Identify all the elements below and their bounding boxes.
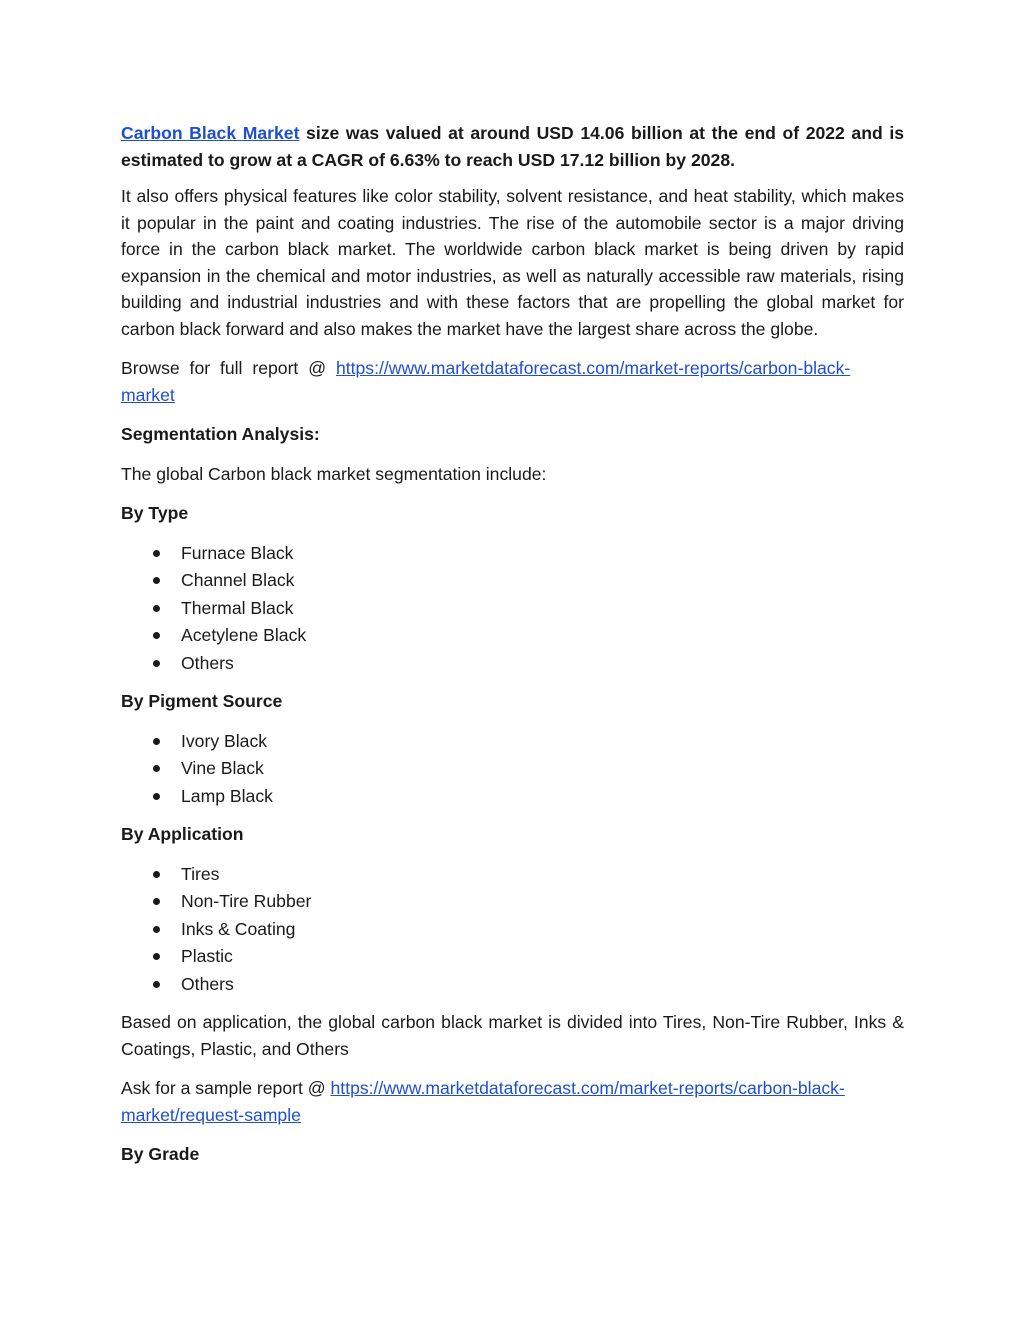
list-item [121, 861, 904, 889]
list-item-label: Non-Tire Rubber [181, 891, 312, 911]
sample-prefix: Ask for a sample report @ [121, 1078, 331, 1098]
bullet-icon [153, 765, 160, 772]
bullet-icon [153, 793, 160, 800]
list-item [121, 650, 904, 678]
bullet-icon [153, 632, 160, 639]
list-item [121, 595, 904, 623]
by-grade-heading: By Grade [121, 1144, 200, 1164]
bullet-icon [153, 898, 160, 905]
list-item-label: Thermal Black [181, 597, 294, 618]
overview-paragraph: It also offers physical features like color stability, solvent resistance, and heat stability, which makes it popular in the paint and coating industries. The rise of the automobile sector is a major driving force in the carbon black market. The worldwide carbon black market is being driven by rapid expansion in the chemical and motor industries, as well as naturally accessible raw materials, rising building and industrial industries and with these factors that are propelling the global market for carbon black forward and also makes the market have the largest share across the globe. [121, 186, 904, 339]
intro-paragraph [121, 120, 904, 173]
bullet-icon [153, 738, 160, 745]
by-pigment-list [121, 728, 904, 811]
list-item-label: Channel Black [181, 570, 295, 590]
bullet-icon [153, 926, 160, 933]
by-pigment-heading: By Pigment Source [121, 691, 283, 711]
full-report-link[interactable]: https://www.marketdataforecast.com/market-reports/carbon-black-market [121, 358, 851, 405]
list-item [121, 567, 904, 595]
browse-paragraph [121, 355, 904, 408]
list-item-label: Vine Black [181, 758, 264, 778]
list-item-label: Plastic [181, 946, 233, 966]
bullet-icon [153, 871, 160, 878]
bullet-icon [153, 660, 160, 667]
by-type-heading: By Type [121, 503, 189, 523]
segmentation-intro: The global Carbon black market segmentation include: [121, 463, 547, 484]
list-item-label: Ivory Black [181, 730, 268, 751]
document-page [121, 120, 904, 1181]
intro-text: size was valued at around USD 14.06 billion at the end of 2022 and is estimated to grow at a CAGR of 6.63% to reach USD 17.12 billion by 2028. [121, 123, 904, 170]
sample-paragraph [121, 1075, 904, 1128]
list-item [121, 622, 904, 650]
list-item [121, 971, 904, 999]
bullet-icon [153, 981, 160, 988]
carbon-black-market-link[interactable]: Carbon Black Market [121, 123, 300, 143]
sample-report-link[interactable]: https://www.marketdataforecast.com/market-reports/carbon-black-market/request-sample [121, 1078, 845, 1125]
bullet-icon [153, 577, 160, 584]
list-item-label: Others [181, 973, 234, 994]
by-type-list [121, 540, 904, 678]
list-item [121, 755, 904, 783]
list-item [121, 783, 904, 811]
bullet-icon [153, 550, 160, 557]
list-item-label: Lamp Black [181, 785, 273, 806]
list-item [121, 888, 904, 916]
bullet-icon [153, 953, 160, 960]
application-summary: Based on application, the global carbon black market is divided into Tires, Non-Tire Rubber, Inks & Coatings, Plastic, and Others [121, 1012, 904, 1059]
list-item-label: Others [181, 652, 234, 673]
bullet-icon [153, 605, 160, 612]
list-item [121, 540, 904, 568]
list-item [121, 916, 904, 944]
list-item [121, 728, 904, 756]
browse-prefix: Browse for full report @ [121, 358, 336, 378]
list-item [121, 943, 904, 971]
list-item-label: Tires [181, 863, 220, 884]
by-application-heading: By Application [121, 824, 244, 844]
by-application-list [121, 861, 904, 999]
list-item-label: Acetylene Black [181, 625, 307, 645]
segmentation-heading: Segmentation Analysis: [121, 424, 320, 444]
list-item-label: Inks & Coating [181, 918, 296, 939]
list-item-label: Furnace Black [181, 542, 294, 563]
